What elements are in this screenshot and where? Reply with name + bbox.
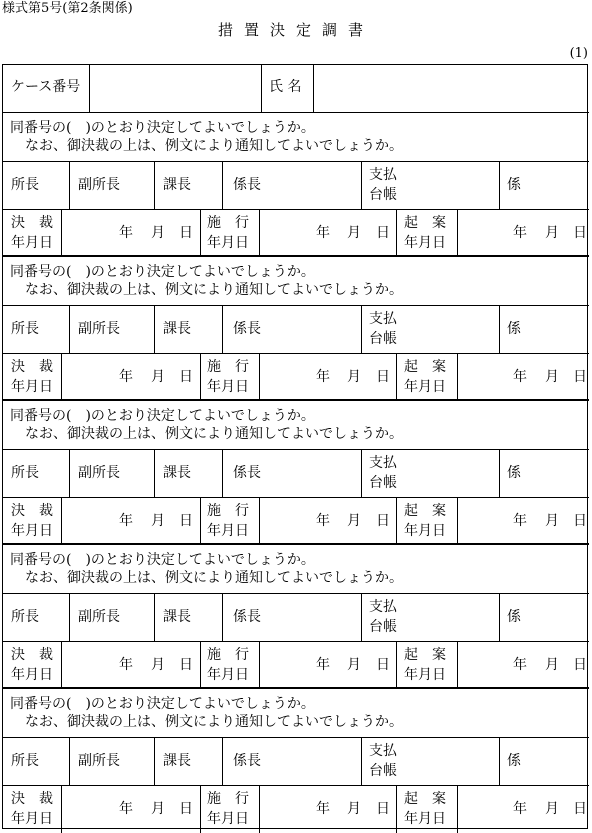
payment-ledger-label: 支払 — [369, 455, 397, 471]
table-rule — [222, 305, 223, 353]
section-head-seal-box[interactable]: 課長 — [163, 753, 191, 769]
section-head-seal-box[interactable]: 課長 — [163, 465, 191, 481]
table-rule — [3, 687, 589, 689]
approval-request-text: 同番号の( )のとおり決定してよいでしょうか。 — [10, 408, 315, 424]
payment-ledger-label-2: 台帳 — [369, 187, 397, 203]
staff-seal-box[interactable]: 係 — [507, 177, 521, 193]
decision-year-unit[interactable]: 年 — [119, 513, 133, 529]
draft-day-unit[interactable]: 日 — [573, 225, 587, 241]
table-rule — [499, 161, 500, 209]
table-rule — [3, 737, 589, 738]
enforcement-month-unit[interactable]: 月 — [347, 513, 361, 529]
draft-date-label: 起 案 — [404, 503, 446, 519]
table-rule — [200, 641, 201, 689]
table-rule — [396, 497, 397, 545]
table-rule — [361, 737, 362, 785]
chief-seal-box[interactable]: 所長 — [11, 465, 39, 481]
enforcement-day-unit[interactable]: 日 — [376, 225, 390, 241]
table-rule — [396, 641, 397, 689]
table-rule — [222, 737, 223, 785]
enforcement-date-label: 施 行 — [207, 215, 249, 231]
enforcement-day-unit[interactable]: 日 — [376, 369, 390, 385]
table-rule — [69, 161, 70, 209]
section-head-seal-box[interactable]: 課長 — [163, 321, 191, 337]
table-rule — [154, 737, 155, 785]
enforcement-day-unit[interactable]: 日 — [376, 513, 390, 529]
enforcement-year-unit[interactable]: 年 — [316, 369, 330, 385]
draft-date-label-2: 年月日 — [404, 235, 446, 251]
table-rule — [3, 305, 589, 306]
decision-month-unit[interactable]: 月 — [151, 225, 165, 241]
enforcement-month-unit[interactable]: 月 — [347, 657, 361, 673]
draft-date-label: 起 案 — [404, 647, 446, 663]
table-rule — [69, 449, 70, 497]
chief-seal-box[interactable]: 所長 — [11, 177, 39, 193]
deputy-seal-box[interactable]: 副所長 — [78, 465, 120, 481]
draft-year-unit[interactable]: 年 — [513, 657, 527, 673]
decision-date-label-2: 年月日 — [11, 523, 53, 539]
draft-date-label: 起 案 — [404, 359, 446, 375]
name-label: 氏 名 — [269, 79, 302, 95]
table-rule — [457, 785, 458, 833]
table-rule — [3, 399, 589, 401]
notification-request-text: なお、御決裁の上は、例文により通知してよいでしょうか。 — [25, 714, 403, 730]
table-rule — [200, 209, 201, 257]
table-rule — [61, 641, 62, 689]
notification-request-text: なお、御決裁の上は、例文により通知してよいでしょうか。 — [25, 570, 403, 586]
unit-head-seal-box[interactable]: 係長 — [233, 465, 261, 481]
decision-day-unit[interactable]: 日 — [179, 513, 193, 529]
enforcement-month-unit[interactable]: 月 — [347, 801, 361, 817]
table-rule — [361, 593, 362, 641]
table-rule — [3, 593, 589, 594]
decision-month-unit[interactable]: 月 — [151, 657, 165, 673]
payment-ledger-label: 支払 — [369, 599, 397, 615]
decision-record-table — [2, 64, 588, 829]
table-rule — [69, 305, 70, 353]
table-rule — [222, 449, 223, 497]
enforcement-date-label: 施 行 — [207, 791, 249, 807]
draft-date-label-2: 年月日 — [404, 811, 446, 827]
approval-request-text: 同番号の( )のとおり決定してよいでしょうか。 — [10, 552, 315, 568]
table-rule — [499, 305, 500, 353]
draft-month-unit[interactable]: 月 — [545, 225, 559, 241]
enforcement-month-unit[interactable]: 月 — [347, 225, 361, 241]
table-rule — [396, 353, 397, 401]
enforcement-day-unit[interactable]: 日 — [376, 801, 390, 817]
table-rule — [499, 449, 500, 497]
staff-seal-box[interactable]: 係 — [507, 753, 521, 769]
table-rule — [259, 641, 260, 689]
table-rule — [361, 305, 362, 353]
page-number: (1) — [569, 46, 588, 61]
draft-year-unit[interactable]: 年 — [513, 225, 527, 241]
enforcement-date-label: 施 行 — [207, 503, 249, 519]
chief-seal-box[interactable]: 所長 — [11, 321, 39, 337]
enforcement-year-unit[interactable]: 年 — [316, 513, 330, 529]
table-rule — [3, 255, 589, 257]
payment-ledger-label-2: 台帳 — [369, 763, 397, 779]
staff-seal-box[interactable]: 係 — [507, 321, 521, 337]
enforcement-date-label-2: 年月日 — [207, 811, 249, 827]
approval-request-text: 同番号の( )のとおり決定してよいでしょうか。 — [10, 696, 315, 712]
decision-day-unit[interactable]: 日 — [179, 225, 193, 241]
payment-ledger-label: 支払 — [369, 311, 397, 327]
decision-date-label-2: 年月日 — [11, 811, 53, 827]
draft-date-label-2: 年月日 — [404, 523, 446, 539]
table-rule — [154, 305, 155, 353]
enforcement-date-label-2: 年月日 — [207, 523, 249, 539]
document-title: 措置決定調書 — [217, 21, 374, 39]
table-rule — [3, 161, 589, 162]
decision-year-unit[interactable]: 年 — [119, 225, 133, 241]
unit-head-seal-box[interactable]: 係長 — [233, 609, 261, 625]
table-rule — [259, 497, 260, 545]
form-number-label: 様式第5号(第2条関係) — [2, 1, 133, 16]
payment-ledger-label-2: 台帳 — [369, 475, 397, 491]
payment-ledger-label-2: 台帳 — [369, 619, 397, 635]
decision-month-unit[interactable]: 月 — [151, 513, 165, 529]
payment-ledger-label: 支払 — [369, 743, 397, 759]
enforcement-date-label: 施 行 — [207, 647, 249, 663]
table-rule — [457, 641, 458, 689]
approval-request-text: 同番号の( )のとおり決定してよいでしょうか。 — [10, 120, 315, 136]
table-rule — [3, 497, 589, 498]
table-rule — [457, 353, 458, 401]
table-rule — [3, 785, 589, 786]
deputy-seal-box[interactable]: 副所長 — [78, 177, 120, 193]
table-rule — [396, 209, 397, 257]
enforcement-year-unit[interactable]: 年 — [316, 801, 330, 817]
enforcement-date-label: 施 行 — [207, 359, 249, 375]
table-rule — [69, 593, 70, 641]
enforcement-date-label-2: 年月日 — [207, 667, 249, 683]
table-rule — [3, 353, 589, 354]
draft-month-unit[interactable]: 月 — [545, 801, 559, 817]
notification-request-text: なお、御決裁の上は、例文により通知してよいでしょうか。 — [25, 282, 403, 298]
decision-date-label: 決 裁 — [11, 503, 53, 519]
table-rule — [361, 449, 362, 497]
draft-day-unit[interactable]: 日 — [573, 369, 587, 385]
table-rule — [222, 593, 223, 641]
draft-date-label-2: 年月日 — [404, 379, 446, 395]
table-rule — [457, 209, 458, 257]
case-number-label: ケース番号 — [11, 79, 81, 95]
decision-date-label: 決 裁 — [11, 359, 53, 375]
section-head-seal-box[interactable]: 課長 — [163, 177, 191, 193]
table-rule — [259, 785, 260, 833]
draft-date-label: 起 案 — [404, 791, 446, 807]
chief-seal-box[interactable]: 所長 — [11, 609, 39, 625]
table-rule — [61, 209, 62, 257]
draft-year-unit[interactable]: 年 — [513, 801, 527, 817]
table-rule — [61, 785, 62, 833]
decision-date-label: 決 裁 — [11, 647, 53, 663]
table-rule — [61, 497, 62, 545]
decision-day-unit[interactable]: 日 — [179, 369, 193, 385]
draft-date-label-2: 年月日 — [404, 667, 446, 683]
deputy-seal-box[interactable]: 副所長 — [78, 753, 120, 769]
decision-date-label: 決 裁 — [11, 791, 53, 807]
table-rule — [200, 497, 201, 545]
draft-month-unit[interactable]: 月 — [545, 369, 559, 385]
draft-year-unit[interactable]: 年 — [513, 513, 527, 529]
table-rule — [499, 737, 500, 785]
table-rule — [200, 785, 201, 833]
decision-date-label-2: 年月日 — [11, 379, 53, 395]
table-rule — [259, 209, 260, 257]
decision-year-unit[interactable]: 年 — [119, 369, 133, 385]
table-rule — [200, 353, 201, 401]
draft-month-unit[interactable]: 月 — [545, 657, 559, 673]
table-rule — [3, 449, 589, 450]
decision-date-label-2: 年月日 — [11, 235, 53, 251]
notification-request-text: なお、御決裁の上は、例文により通知してよいでしょうか。 — [25, 426, 403, 442]
enforcement-day-unit[interactable]: 日 — [376, 657, 390, 673]
draft-day-unit[interactable]: 日 — [573, 513, 587, 529]
table-rule — [3, 641, 589, 642]
table-rule — [457, 497, 458, 545]
approval-request-text: 同番号の( )のとおり決定してよいでしょうか。 — [10, 264, 315, 280]
table-rule — [154, 449, 155, 497]
decision-month-unit[interactable]: 月 — [151, 801, 165, 817]
decision-day-unit[interactable]: 日 — [179, 801, 193, 817]
table-rule — [259, 353, 260, 401]
table-rule — [361, 161, 362, 209]
decision-day-unit[interactable]: 日 — [179, 657, 193, 673]
chief-seal-box[interactable]: 所長 — [11, 753, 39, 769]
decision-month-unit[interactable]: 月 — [151, 369, 165, 385]
table-rule — [499, 593, 500, 641]
decision-date-label-2: 年月日 — [11, 667, 53, 683]
enforcement-date-label-2: 年月日 — [207, 379, 249, 395]
unit-head-seal-box[interactable]: 係長 — [233, 753, 261, 769]
table-rule — [69, 737, 70, 785]
draft-day-unit[interactable]: 日 — [573, 801, 587, 817]
notification-request-text: なお、御決裁の上は、例文により通知してよいでしょうか。 — [25, 138, 403, 154]
table-rule — [154, 593, 155, 641]
table-rule — [396, 785, 397, 833]
payment-ledger-label-2: 台帳 — [369, 331, 397, 347]
draft-month-unit[interactable]: 月 — [545, 513, 559, 529]
deputy-seal-box[interactable]: 副所長 — [78, 321, 120, 337]
decision-date-label: 決 裁 — [11, 215, 53, 231]
draft-year-unit[interactable]: 年 — [513, 369, 527, 385]
enforcement-date-label-2: 年月日 — [207, 235, 249, 251]
enforcement-year-unit[interactable]: 年 — [316, 225, 330, 241]
enforcement-year-unit[interactable]: 年 — [316, 657, 330, 673]
table-rule — [61, 353, 62, 401]
table-rule — [3, 543, 589, 545]
deputy-seal-box[interactable]: 副所長 — [78, 609, 120, 625]
payment-ledger-label: 支払 — [369, 167, 397, 183]
staff-seal-box[interactable]: 係 — [507, 609, 521, 625]
table-rule — [222, 161, 223, 209]
unit-head-seal-box[interactable]: 係長 — [233, 321, 261, 337]
enforcement-month-unit[interactable]: 月 — [347, 369, 361, 385]
table-rule — [154, 161, 155, 209]
unit-head-seal-box[interactable]: 係長 — [233, 177, 261, 193]
decision-year-unit[interactable]: 年 — [119, 657, 133, 673]
draft-date-label: 起 案 — [404, 215, 446, 231]
staff-seal-box[interactable]: 係 — [507, 465, 521, 481]
table-rule — [3, 209, 589, 210]
decision-year-unit[interactable]: 年 — [119, 801, 133, 817]
draft-day-unit[interactable]: 日 — [573, 657, 587, 673]
section-head-seal-box[interactable]: 課長 — [163, 609, 191, 625]
